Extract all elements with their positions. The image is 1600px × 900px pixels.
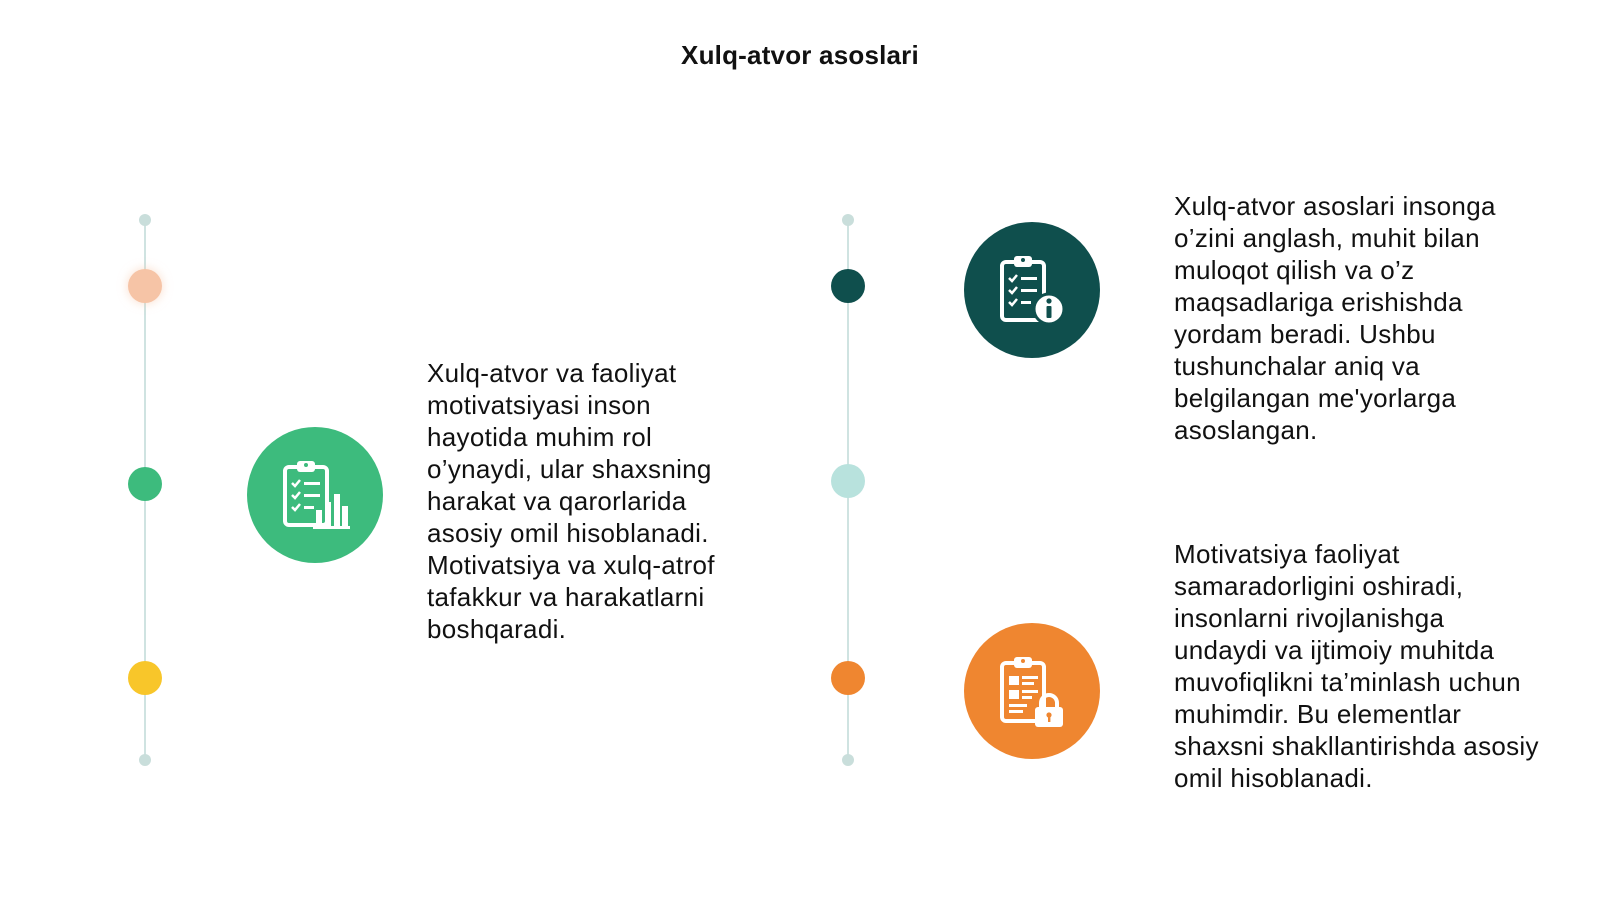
clipboard-chart-icon (247, 427, 383, 563)
timeline-dot-green (128, 467, 162, 501)
timeline-cap-top (139, 214, 151, 226)
left-timeline (135, 214, 155, 766)
timeline-dot-light-teal (831, 464, 865, 498)
left-description: Xulq-atvor va faoliyat motivatsiyasi inson hayotida muhim rol o’ynaydi, ular shaxsning harakat va qarorlarida asosiy omil hisoblanadi. Motivatsiya va xulq-atrof tafakkur va harakatlarni boshqaradi. (427, 358, 715, 644)
timeline-dot-orange (831, 661, 865, 695)
middle-timeline (838, 214, 858, 766)
timeline-cap-top (842, 214, 854, 226)
timeline-dot-dark-teal (831, 269, 865, 303)
timeline-dot-peach (128, 269, 162, 303)
timeline-cap-bottom (139, 754, 151, 766)
clipboard-lock-icon (964, 623, 1100, 759)
page-title: Xulq-atvor asoslari (681, 40, 919, 70)
timeline-dot-yellow (128, 661, 162, 695)
clipboard-info-icon (964, 222, 1100, 358)
right-top-description: Xulq-atvor asoslari insonga o’zini anglash, muhit bilan muloqot qilish va o’z maqsadlariga erishishda yordam beradi. Ushbu tushunchalar aniq va belgilangan me'yorlarga asoslangan. (1174, 191, 1496, 445)
right-bottom-description: Motivatsiya faoliyat samaradorligini oshiradi, insonlarni rivojlanishga undaydi va ijtimoiy muhitda muvofiqlikni ta’minlash uchun muhimdir. Bu elementlar shaxsni shakllantirishda asosiy omil hisoblanadi. (1174, 539, 1539, 793)
timeline-cap-bottom (842, 754, 854, 766)
